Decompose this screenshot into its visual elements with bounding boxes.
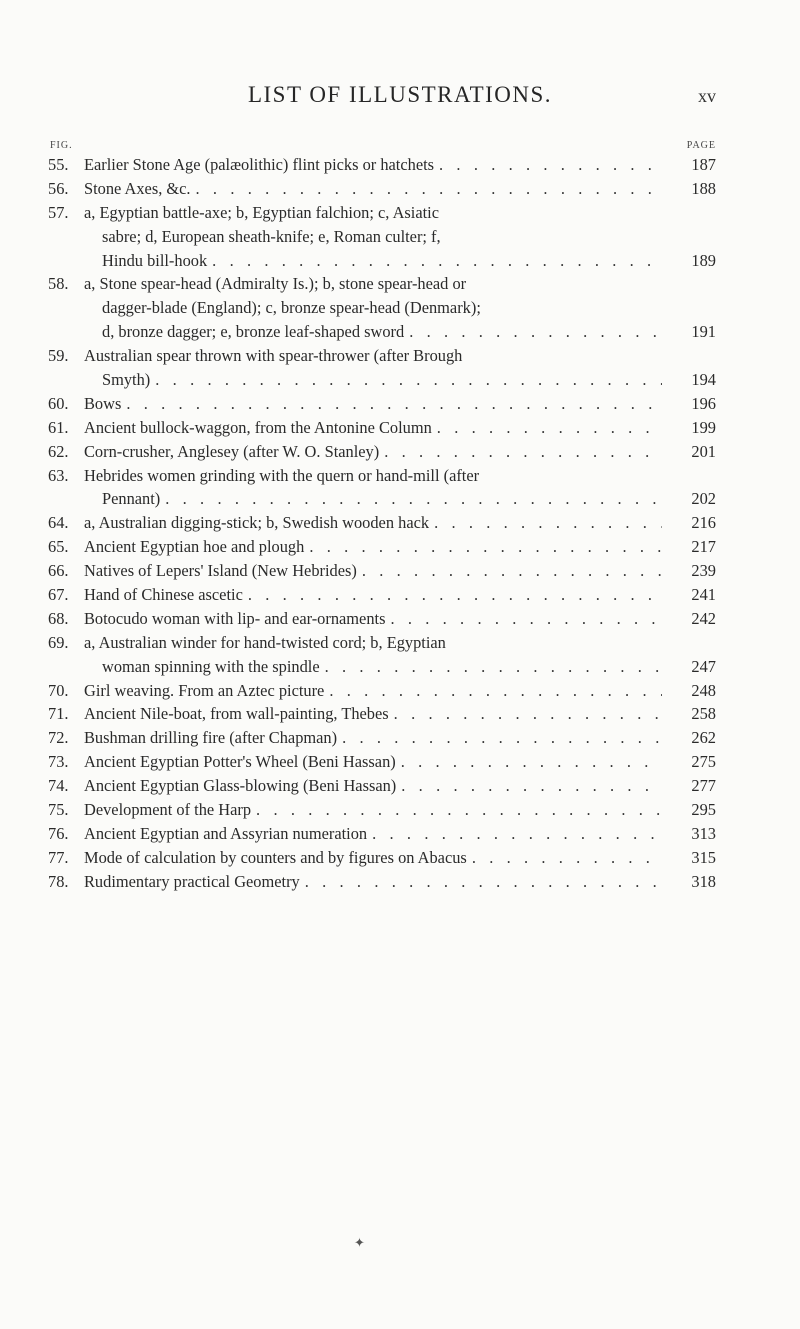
entry-line [48, 511, 716, 535]
list-item [48, 750, 716, 774]
entry-page-number: 295 [691, 800, 716, 820]
entry-line [48, 249, 716, 273]
entry-text-with-leaders [102, 249, 662, 273]
entry-text-with-leaders [102, 655, 662, 679]
entry-line [48, 392, 716, 416]
entry-text: Stone Axes, &c. [84, 178, 191, 198]
entry-page-number: 247 [691, 656, 716, 676]
dot-leader [191, 177, 662, 201]
dot-leader [324, 679, 662, 703]
figure-number: 59. [48, 346, 69, 366]
entry-text-with-leaders [84, 583, 662, 607]
entry-line [48, 320, 716, 344]
entry-line [48, 655, 716, 679]
entry-page-number: 277 [691, 776, 716, 796]
entry-line [48, 559, 716, 583]
entry-line [48, 798, 716, 822]
dot-leader [385, 607, 662, 631]
entry-page-number: 258 [691, 704, 716, 724]
entry-text-with-leaders [84, 177, 662, 201]
figure-number: 74. [48, 776, 69, 796]
dot-leader [243, 583, 662, 607]
list-item [48, 822, 716, 846]
page-number: xv [698, 86, 716, 106]
entry-text-with-leaders [84, 798, 662, 822]
entry-text-with-leaders [102, 368, 662, 392]
entry-line [48, 487, 716, 511]
figure-number: 71. [48, 704, 69, 724]
entry-text-with-leaders [84, 870, 662, 894]
figure-number: 55. [48, 155, 69, 174]
entry-text-with-leaders [84, 559, 662, 583]
entry-text-with-leaders [84, 153, 662, 177]
figure-number: 77. [48, 847, 69, 867]
entry-line [48, 201, 716, 225]
entry-line [48, 726, 716, 750]
entry-text-with-leaders [84, 416, 662, 440]
entry-text: dagger-blade (England); c, bronze spear-head (Denmark); [102, 298, 481, 318]
entry-page-number: 262 [691, 728, 716, 748]
entry-line [48, 702, 716, 726]
entry-page-number: 318 [691, 871, 716, 891]
dot-leader [396, 774, 662, 798]
entry-page-number: 199 [691, 417, 716, 437]
entry-page-number: 187 [691, 155, 716, 174]
list-item [48, 846, 716, 870]
entry-text: Natives of Lepers' Island (New Hebrides) [84, 561, 357, 581]
entry-line [48, 870, 716, 894]
list-item [48, 416, 716, 440]
list-item [48, 702, 716, 726]
list-item [48, 583, 716, 607]
entry-page-number: 242 [691, 608, 716, 628]
dot-leader [337, 726, 662, 750]
entry-line [48, 177, 716, 201]
entry-line [48, 607, 716, 631]
list-item [48, 726, 716, 750]
entry-text: a, Australian winder for hand-twisted cord; b, Egyptian [84, 632, 446, 652]
dot-leader [150, 368, 662, 392]
entry-page-number: 217 [691, 537, 716, 557]
illustration-list [48, 153, 716, 894]
fig-column-label: FIG. [50, 140, 73, 151]
entry-line [48, 272, 716, 296]
entry-line [48, 750, 716, 774]
dot-leader [300, 870, 662, 894]
list-item [48, 631, 716, 679]
entry-line [48, 225, 716, 249]
entry-text-with-leaders [84, 535, 662, 559]
entry-page-number: 202 [691, 489, 716, 509]
figure-number: 60. [48, 393, 69, 413]
entry-line [48, 774, 716, 798]
running-title: LIST OF ILLUSTRATIONS. [247, 82, 553, 107]
entry-page-number: 313 [691, 823, 716, 843]
entry-text: Earlier Stone Age (palæolithic) flint picks or hatchets [84, 155, 435, 174]
entry-text: a, Stone spear-head (Admiralty Is.); b, stone spear-head or [84, 274, 467, 294]
entry-text: Ancient Egyptian hoe and plough [84, 537, 305, 557]
entry-text-with-leaders [84, 846, 662, 870]
entry-text: Ancient Nile-boat, from wall-painting, Thebes [84, 704, 389, 724]
entry-page-number: 194 [691, 370, 716, 390]
figure-number: 76. [48, 823, 69, 843]
entry-text-with-leaders [84, 392, 662, 416]
entry-text: woman spinning with the spindle [102, 656, 320, 676]
entry-text: Mode of calculation by counters and by figures on Abacus [84, 847, 467, 867]
list-item [48, 201, 716, 273]
entry-line [48, 344, 716, 368]
entry-text: Australian spear thrown with spear-thrower (after Brough [84, 346, 463, 366]
entry-text-with-leaders [84, 774, 662, 798]
list-item [48, 153, 716, 177]
list-item [48, 798, 716, 822]
entry-line [48, 440, 716, 464]
entry-page-number: 216 [691, 513, 716, 533]
dot-leader [251, 798, 662, 822]
page-column-label: PAGE [686, 140, 716, 151]
list-item [48, 392, 716, 416]
entry-page-number: 201 [691, 441, 716, 461]
entry-text: Pennant) [102, 489, 161, 509]
list-item [48, 559, 716, 583]
dot-leader [379, 440, 662, 464]
figure-number: 57. [48, 202, 69, 222]
figure-number: 64. [48, 513, 69, 533]
dot-leader [160, 487, 662, 511]
entry-text: a, Australian digging-stick; b, Swedish wooden hack [84, 513, 430, 533]
dot-leader [404, 320, 662, 344]
entry-page-number: 239 [691, 561, 716, 581]
entry-text: Bows [84, 393, 122, 413]
entry-text: d, bronze dagger; e, bronze leaf-shaped sword [102, 322, 405, 342]
entry-line [48, 631, 716, 655]
figure-number: 61. [48, 417, 69, 437]
entry-page-number: 241 [691, 585, 716, 605]
entry-text: Botocudo woman with lip- and ear-ornaments [84, 608, 386, 628]
figure-number: 75. [48, 800, 69, 820]
list-item [48, 440, 716, 464]
entry-text-with-leaders [84, 726, 662, 750]
dot-leader [367, 822, 662, 846]
figure-number: 65. [48, 537, 69, 557]
entry-text-with-leaders [84, 511, 662, 535]
dot-leader [357, 559, 662, 583]
figure-number: 62. [48, 441, 69, 461]
entry-text-with-leaders [84, 750, 662, 774]
entry-text-with-leaders [84, 822, 662, 846]
entry-text: Hindu bill-hook [102, 250, 208, 270]
dot-leader [320, 655, 662, 679]
entry-text: sabre; d, European sheath-knife; e, Roman culter; f, [102, 226, 441, 246]
figure-number: 56. [48, 178, 69, 198]
list-item [48, 272, 716, 344]
dot-leader [396, 750, 662, 774]
list-item [48, 344, 716, 392]
entry-text: Rudimentary practical Geometry [84, 871, 300, 891]
entry-text-with-leaders [102, 487, 662, 511]
entry-text: a, Egyptian battle-axe; b, Egyptian falchion; c, Asiatic [84, 202, 440, 222]
entry-text: Smyth) [102, 370, 151, 390]
entry-page-number: 191 [691, 322, 716, 342]
figure-number: 78. [48, 871, 69, 891]
list-item [48, 607, 716, 631]
figure-number: 70. [48, 680, 69, 700]
list-item [48, 535, 716, 559]
entry-page-number: 248 [691, 680, 716, 700]
entry-text: Bushman drilling fire (after Chapman) [84, 728, 338, 748]
figure-number: 69. [48, 632, 69, 652]
figure-number: 67. [48, 585, 69, 605]
list-item [48, 774, 716, 798]
list-item [48, 464, 716, 512]
entry-page-number: 196 [691, 393, 716, 413]
entry-page-number: 315 [691, 847, 716, 867]
entry-line [48, 464, 716, 488]
entry-page-number: 189 [691, 250, 716, 270]
entry-line [48, 535, 716, 559]
entry-line [48, 416, 716, 440]
figure-number: 68. [48, 608, 69, 628]
entry-text: Ancient bullock-waggon, from the Antonine Column [84, 417, 432, 437]
entry-text: Corn-crusher, Anglesey (after W. O. Stanley) [84, 441, 380, 461]
figure-number: 58. [48, 274, 69, 294]
entry-text: Ancient Egyptian Potter's Wheel (Beni Hassan) [84, 752, 396, 772]
entry-line [48, 679, 716, 703]
entry-text: Girl weaving. From an Aztec picture [84, 680, 325, 700]
entry-text-with-leaders [84, 440, 662, 464]
list-item [48, 679, 716, 703]
entry-line [48, 846, 716, 870]
figure-number: 63. [48, 465, 69, 485]
figure-number: 72. [48, 728, 69, 748]
entry-line [48, 822, 716, 846]
entry-text: Hand of Chinese ascetic [84, 585, 243, 605]
figure-number: 66. [48, 561, 69, 581]
entry-page-number: 188 [691, 178, 716, 198]
entry-text: Hebrides women grinding with the quern or hand-mill (after [84, 465, 480, 485]
dot-leader [434, 153, 662, 177]
dot-leader [304, 535, 662, 559]
entry-text-with-leaders [84, 607, 662, 631]
list-item [48, 870, 716, 894]
dot-leader [389, 702, 662, 726]
list-item [48, 511, 716, 535]
entry-text-with-leaders [84, 679, 662, 703]
dot-leader [432, 416, 662, 440]
entry-text: Development of the Harp [84, 800, 252, 820]
dot-leader [121, 392, 662, 416]
figure-number: 73. [48, 752, 69, 772]
list-item [48, 177, 716, 201]
ornament-icon: ✦ [354, 1235, 365, 1250]
entry-text-with-leaders [84, 702, 662, 726]
entry-text: Ancient Egyptian Glass-blowing (Beni Hassan) [84, 776, 397, 796]
dot-leader [429, 511, 662, 535]
entry-line [48, 368, 716, 392]
entry-line [48, 153, 716, 177]
entry-text-with-leaders [102, 320, 662, 344]
entry-line [48, 296, 716, 320]
dot-leader [467, 846, 662, 870]
entry-page-number: 275 [691, 752, 716, 772]
column-headings [48, 140, 716, 154]
page-header [0, 82, 800, 112]
entry-text: Ancient Egyptian and Assyrian numeration [84, 823, 368, 843]
dot-leader [207, 249, 662, 273]
entry-line [48, 583, 716, 607]
